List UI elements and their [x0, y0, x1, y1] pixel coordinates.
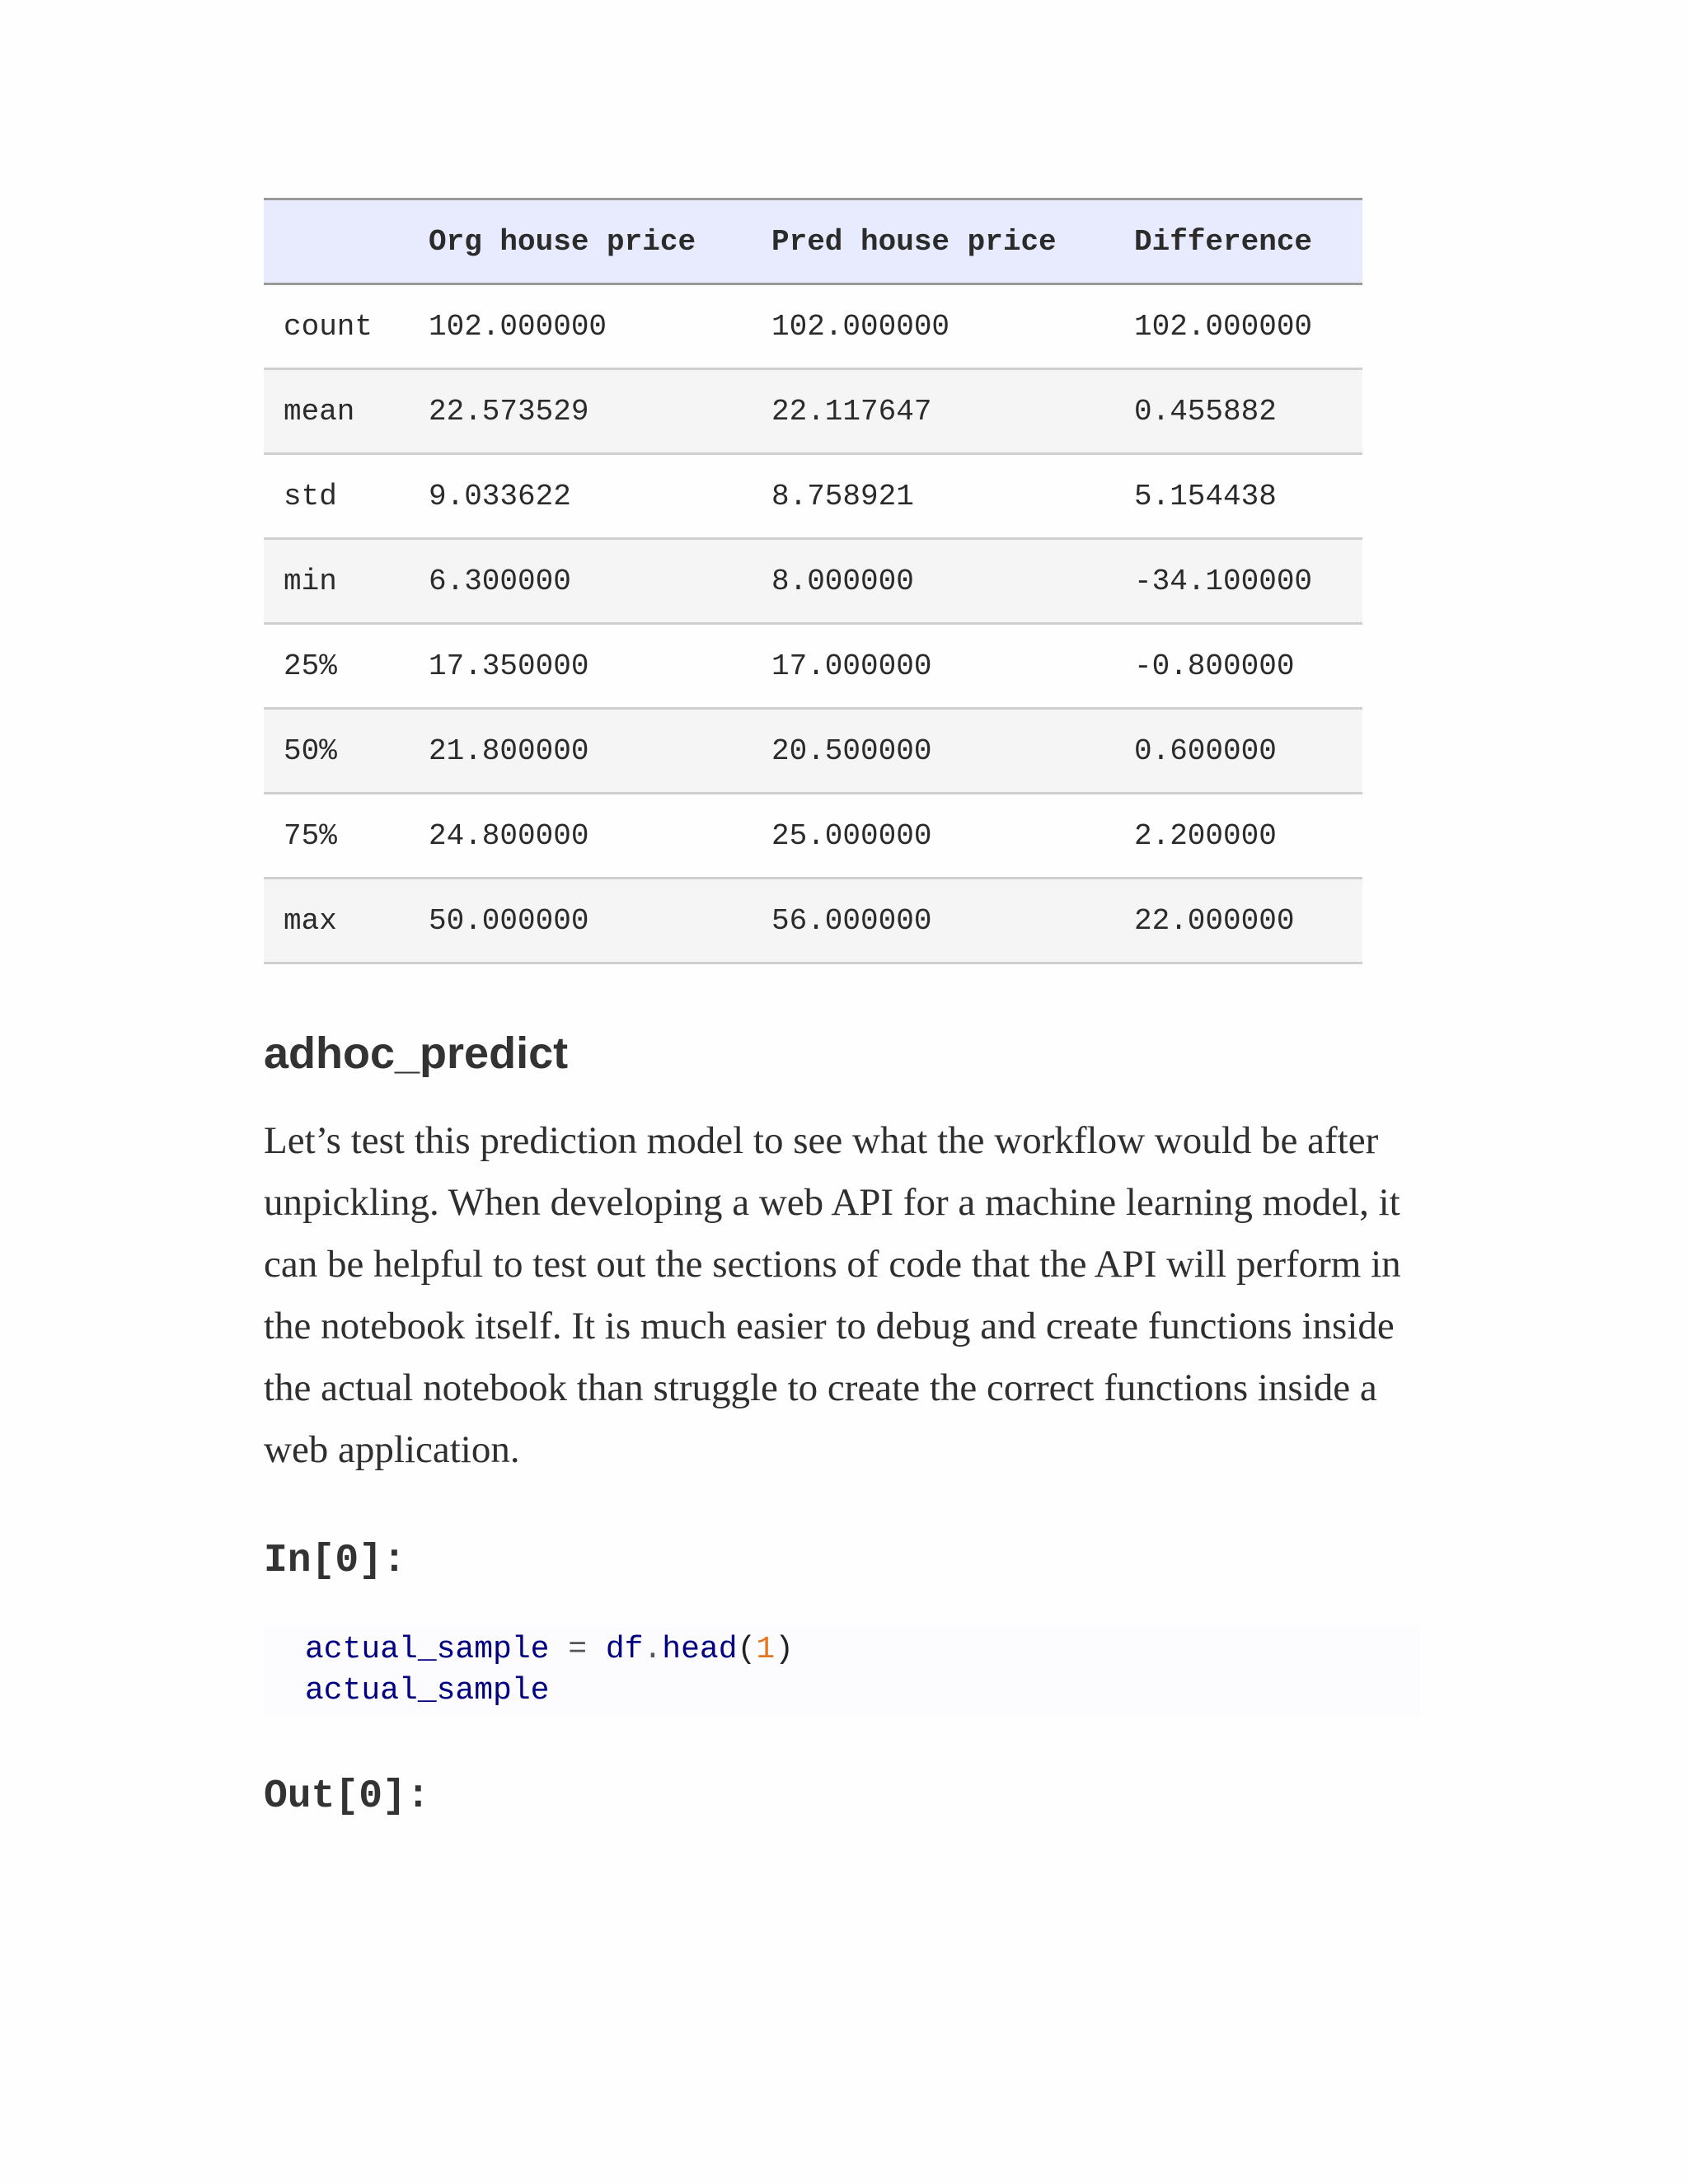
table-row — [264, 369, 1362, 454]
cell-diff: 0.455882 — [1114, 369, 1362, 454]
cell-org: 50.000000 — [409, 879, 752, 963]
header-index — [264, 199, 409, 284]
cell-diff: 5.154438 — [1114, 454, 1362, 539]
section-paragraph: Let’s test this prediction model to see what the workflow would be after unpickling. When developing a web API for a machine learning model, it can be helpful to test out the sections of code that the API will perform in the notebook itself. It is much easier to debug and create functions inside the actual notebook than struggle to create the correct functions inside a web application. — [264, 1118, 1401, 1471]
row-label: 25% — [264, 624, 409, 709]
row-label: count — [264, 284, 409, 369]
input-prompt: In[0]: — [264, 1538, 406, 1583]
row-label: min — [264, 539, 409, 624]
cell-diff: 0.600000 — [1114, 709, 1362, 794]
cell-org: 17.350000 — [409, 624, 752, 709]
cell-pred: 8.758921 — [752, 454, 1114, 539]
table-row — [264, 794, 1362, 879]
cell-pred: 17.000000 — [752, 624, 1114, 709]
cell-org: 22.573529 — [409, 369, 752, 454]
code-token-close-paren: ) — [775, 1631, 794, 1667]
table-row — [264, 454, 1362, 539]
describe-stats-table — [264, 198, 1362, 964]
cell-org: 24.800000 — [409, 794, 752, 879]
code-token-number: 1 — [756, 1631, 776, 1667]
cell-diff: 102.000000 — [1114, 284, 1362, 369]
cell-pred: 8.000000 — [752, 539, 1114, 624]
table-header-row — [264, 199, 1362, 284]
table-row — [264, 284, 1362, 369]
cell-pred: 25.000000 — [752, 794, 1114, 879]
cell-pred: 20.500000 — [752, 709, 1114, 794]
notebook-page — [264, 198, 1418, 1819]
table-row — [264, 709, 1362, 794]
code-token-method: head — [662, 1631, 738, 1667]
code-token-dot: . — [643, 1631, 663, 1667]
header-pred-house-price: Pred house price — [771, 224, 1057, 259]
row-label: std — [264, 454, 409, 539]
code-line-1 — [305, 1629, 1420, 1671]
row-label: 75% — [264, 794, 409, 879]
row-label: 50% — [264, 709, 409, 794]
cell-diff: -34.100000 — [1114, 539, 1362, 624]
cell-pred: 56.000000 — [752, 879, 1114, 963]
code-line-2 — [305, 1671, 1420, 1712]
row-label: max — [264, 879, 409, 963]
table-row — [264, 624, 1362, 709]
code-token-operator: = — [549, 1631, 606, 1667]
cell-org: 9.033622 — [409, 454, 752, 539]
cell-pred: 22.117647 — [752, 369, 1114, 454]
code-token-open-paren: ( — [737, 1631, 757, 1667]
table-row — [264, 879, 1362, 963]
cell-diff: -0.800000 — [1114, 624, 1362, 709]
cell-org: 21.800000 — [409, 709, 752, 794]
code-cell[interactable] — [264, 1624, 1420, 1717]
output-prompt: Out[0]: — [264, 1774, 430, 1819]
table-row — [264, 539, 1362, 624]
cell-diff: 2.200000 — [1114, 794, 1362, 879]
cell-org: 102.000000 — [409, 284, 752, 369]
row-label: mean — [264, 369, 409, 454]
header-org-house-price: Org house price — [429, 224, 696, 259]
code-token-variable: actual_sample — [305, 1631, 550, 1667]
code-token-variable: actual_sample — [305, 1672, 550, 1708]
cell-diff: 22.000000 — [1114, 879, 1362, 963]
cell-org: 6.300000 — [409, 539, 752, 624]
section-heading: adhoc_predict — [264, 1029, 569, 1078]
cell-pred: 102.000000 — [752, 284, 1114, 369]
code-token-object: df — [605, 1631, 644, 1667]
header-difference: Difference — [1134, 224, 1313, 259]
